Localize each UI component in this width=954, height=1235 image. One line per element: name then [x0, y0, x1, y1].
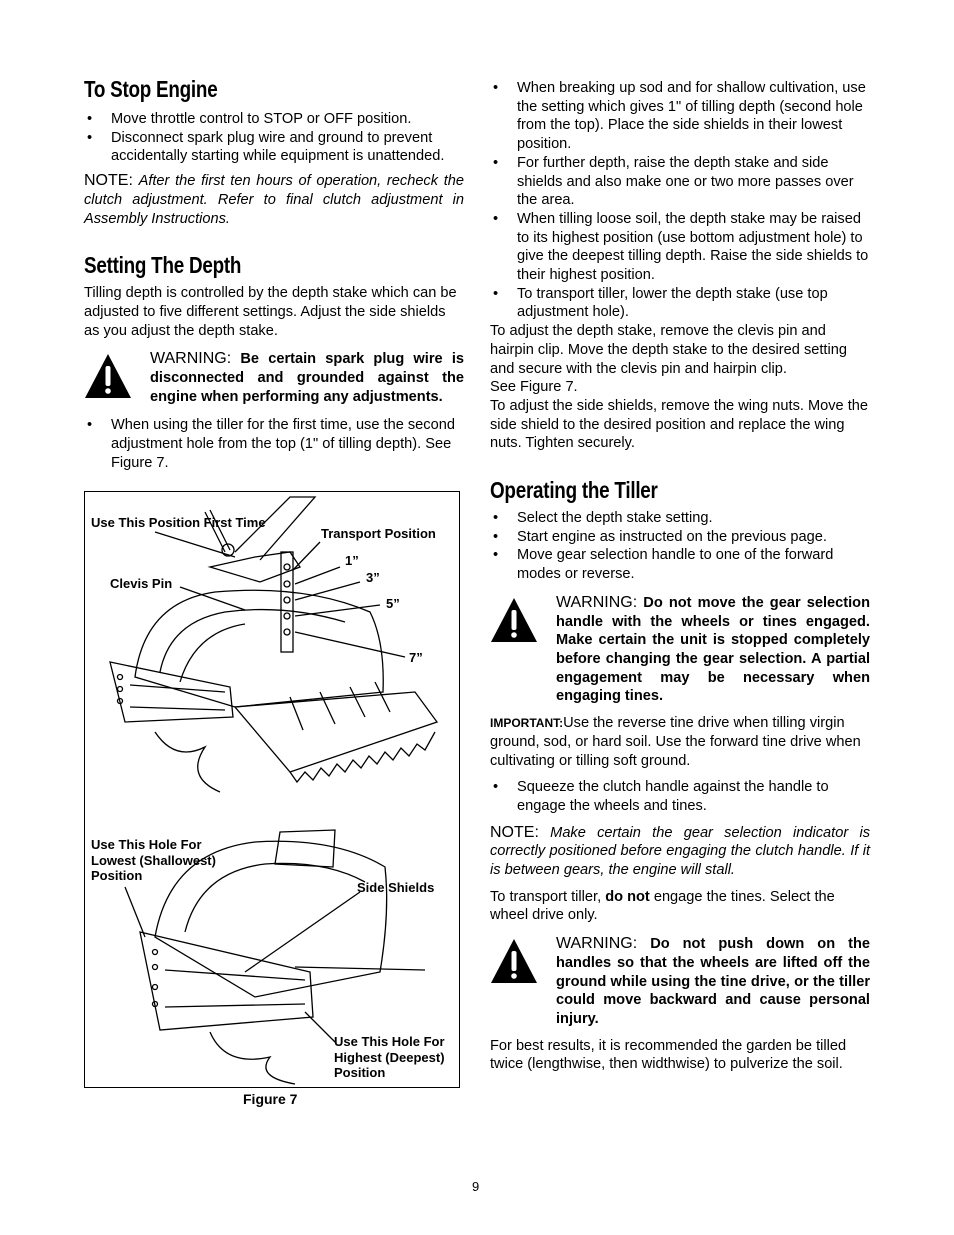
- label-transport: Transport Position: [321, 526, 436, 541]
- right-column: [490, 79, 870, 1074]
- warning-triangle-icon: [84, 352, 132, 400]
- see-figure-text: See Figure 7.: [490, 379, 578, 396]
- transport-bold: do not: [605, 888, 650, 905]
- label-highest-hole: Use This Hole For Highest (Deepest) Position: [334, 1034, 445, 1080]
- adjust-shields-text: To adjust the side shields, remove the wing nuts. Move the side shield to the desired position and replace the wing nuts. Tighten securely.: [490, 397, 869, 452]
- warning-block: [490, 935, 870, 1029]
- note-paragraph: [490, 824, 870, 880]
- list-item: • Disconnect spark plug wire and ground to prevent accidentally starting while equipment is unattended.: [84, 129, 464, 166]
- transport-pre: To transport tiller,: [490, 888, 602, 905]
- warning-text: Do not move the gear selection handle with the wheels or tines engaged. Make certain the unit is stopped completely before changing the gear selection. A partial engagement may be necessary when engaging tines.: [556, 594, 870, 705]
- figure-7: [84, 491, 460, 1088]
- depth-guidance-list: [490, 79, 870, 322]
- note-label: NOTE:: [84, 172, 133, 190]
- warning-block: [490, 594, 870, 706]
- important-text: Use the reverse tine drive when tilling virgin ground, sod, or hard soil. Use the forward tine drive when cultivating or tilling soft ground.: [490, 715, 861, 769]
- label-side-shields: Side Shields: [357, 880, 435, 895]
- list-item: • For further depth, raise the depth stake and side shields and also make one or two more passes over the area.: [490, 154, 870, 210]
- depth-intro: Tilling depth is controlled by the depth stake which can be adjusted to five different settings. Adjust the side shields as you adjust the depth stake.: [84, 285, 457, 339]
- list-item: • To transport tiller, lower the depth stake (use top adjustment hole).: [490, 285, 870, 322]
- list-item: • When tilling loose soil, the depth stake may be raised to its highest position (use bottom adjustment hole) to give the deepest tilling depth. Raise the side shields to their highest position.: [490, 210, 870, 285]
- list-item: • Move gear selection handle to one of the forward modes or reverse.: [490, 546, 870, 583]
- note-label: NOTE:: [490, 823, 539, 841]
- label-lowest-hole: Use This Hole For Lowest (Shallowest) Position: [91, 837, 216, 883]
- warning-label: WARNING:: [150, 350, 232, 368]
- warning-text: Be certain spark plug wire is disconnected and grounded against the engine when performing any adjustments.: [150, 351, 464, 405]
- page-number: 9: [472, 1179, 480, 1194]
- label-depth-5: 5”: [386, 596, 400, 611]
- label-clevis-pin: Clevis Pin: [110, 576, 173, 591]
- note-text: After the first ten hours of operation, recheck the clutch adjustment. Refer to final clutch adjustment in Assembly Instructions.: [84, 173, 465, 227]
- stop-engine-list: [84, 110, 464, 166]
- clutch-list: [490, 778, 870, 815]
- figure-caption: Figure 7: [243, 1091, 298, 1107]
- transport-paragraph: [490, 888, 870, 925]
- best-results-text: For best results, it is recommended the garden be tilled twice (lengthwise, then widthwise) to pulverize the soil.: [490, 1037, 847, 1073]
- important-label: IMPORTANT:: [490, 716, 564, 731]
- list-item: • Squeeze the clutch handle against the handle to engage the wheels and tines.: [490, 778, 870, 815]
- adjust-stake-text: To adjust the depth stake, remove the clevis pin and hairpin clip. Move the depth stake to the desired setting and secure with the clevis pin and hairpin clip.: [490, 323, 847, 377]
- setting-depth-heading: Setting The Depth: [84, 252, 242, 279]
- operating-heading: Operating the Tiller: [490, 477, 658, 504]
- warning-triangle-icon: [490, 596, 538, 644]
- depth-list: [84, 416, 464, 472]
- warning-label: WARNING:: [556, 935, 638, 953]
- note-paragraph: [84, 172, 464, 228]
- label-depth-1: 1”: [345, 553, 359, 568]
- list-item: • Start engine as instructed on the previous page.: [490, 528, 870, 547]
- transport-post: engage the tines. Select the wheel drive only.: [490, 888, 835, 924]
- list-item: • When using the tiller for the first time, use the second adjustment hole from the top (1" of tilling depth). See Figure 7.: [84, 416, 464, 472]
- operating-list: [490, 509, 870, 584]
- note-text: Make certain the gear selection indicator is correctly positioned before engaging the clutch handle. If it is between gears, the engine will stall.: [490, 824, 870, 879]
- list-item: • Select the depth stake setting.: [490, 509, 870, 528]
- left-column: [84, 76, 464, 473]
- warning-label: WARNING:: [556, 593, 638, 611]
- important-paragraph: [490, 714, 870, 770]
- label-depth-3: 3”: [366, 570, 380, 585]
- warning-triangle-icon: [490, 937, 538, 985]
- list-item: • When breaking up sod and for shallow cultivation, use the setting which gives 1" of tilling depth (second hole from the top). Place the side shields in their lowest position.: [490, 79, 870, 154]
- warning-block: [84, 350, 464, 406]
- list-item: • Move throttle control to STOP or OFF position.: [84, 110, 464, 129]
- stop-engine-heading: To Stop Engine: [84, 76, 218, 102]
- label-depth-7: 7”: [409, 650, 423, 665]
- warning-text: Do not push down on the handles so that the wheels are lifted off the ground while using the tine drive, or the tiller could move backward and cause personal injury.: [556, 936, 870, 1027]
- label-first-time: Use This Position First Time: [91, 515, 266, 530]
